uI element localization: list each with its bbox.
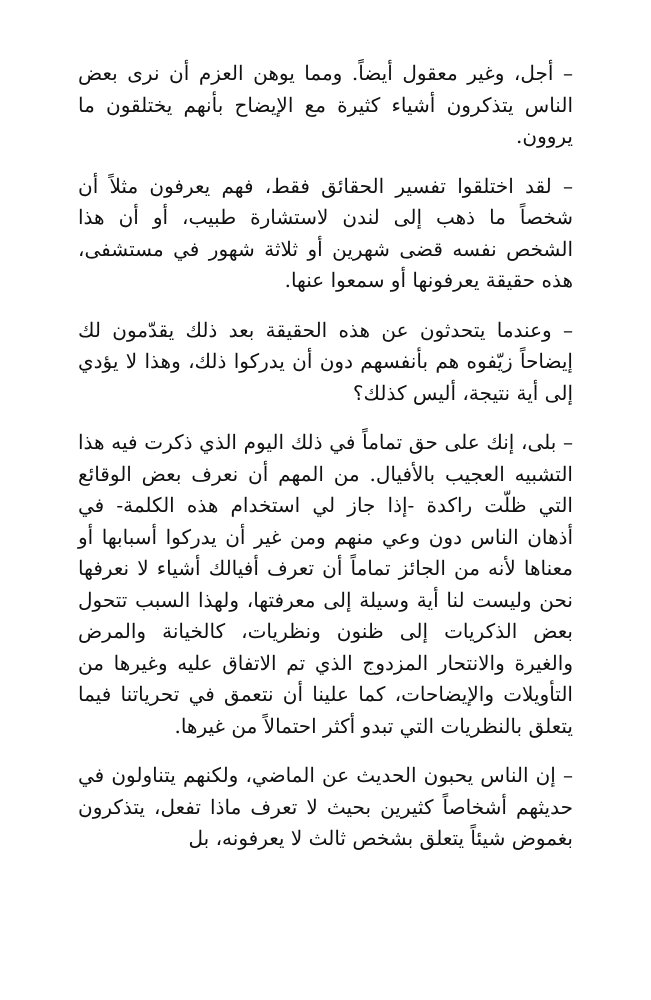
paragraph-2: – لقد اختلقوا تفسير الحقائق فقط، فهم يعرفون مثلاً أن شخصاً ما ذهب إلى لندن لاستشارة طبيب، أو أن هذا الشخص نفسه قضى شهرين أو ثلاثة شهور في مستشفى، هذه حقيقة يعرفونها أو سمعوا عنها. — [78, 173, 573, 292]
paragraph-3: – وعندما يتحدثون عن هذه الحقيقة بعد ذلك يقدّمون لك إيضاحاً زيّفوه هم بأنفسهم دون أن يدركوا ذلك، وهذا لا يؤدي إلى أية نتيجة، أليس كذلك؟ — [78, 317, 573, 405]
paragraph-1: – أجل، وغير معقول أيضاً. ومما يوهن العزم أن نرى بعض الناس يتذكرون أشياء كثيرة مع الإيضاح بأنهم يختلقون ما يروون. — [78, 61, 573, 148]
paragraph-4: – بلى، إنك على حق تماماً في ذلك اليوم الذي ذكرت فيه هذا التشبيه العجيب بالأفيال. من المهم أن نعرف بعض الوقائع التي ظلّت راكدة -إذا جاز لي استخدام هذه الكلمة- في أذهان الناس دون وعي منهم ومن غير أن يدركوا أسبابها أو معناها لأنه من الجائز تماماً أن تعرف أفيالك أشياء لا نعرفها نحن وليست لنا أية وسيلة إلى معرفتها، ولهذا السبب تتحول بعض الذكريات إلى ظنون ونظريات، كالخيانة والمرض والغيرة والانتحار المزدوج الذي تم الاتفاق عليه وغيرها من التأويلات والإيضاحات، كما علينا أن نتعمق في تحرياتنا فيما يتعلق بالنظريات التي تبدو أكثر احتمالاً من غيرها. — [78, 430, 573, 738]
paragraph-5: – إن الناس يحبون الحديث عن الماضي، ولكنهم يتناولون في حديثهم أشخاصاً كثيرين بحيث لا تعرف ماذا تفعل، يتذكرون بغموض شيئاً يتعلق بشخص ثالث لا يعرفونه، بل — [78, 763, 573, 850]
